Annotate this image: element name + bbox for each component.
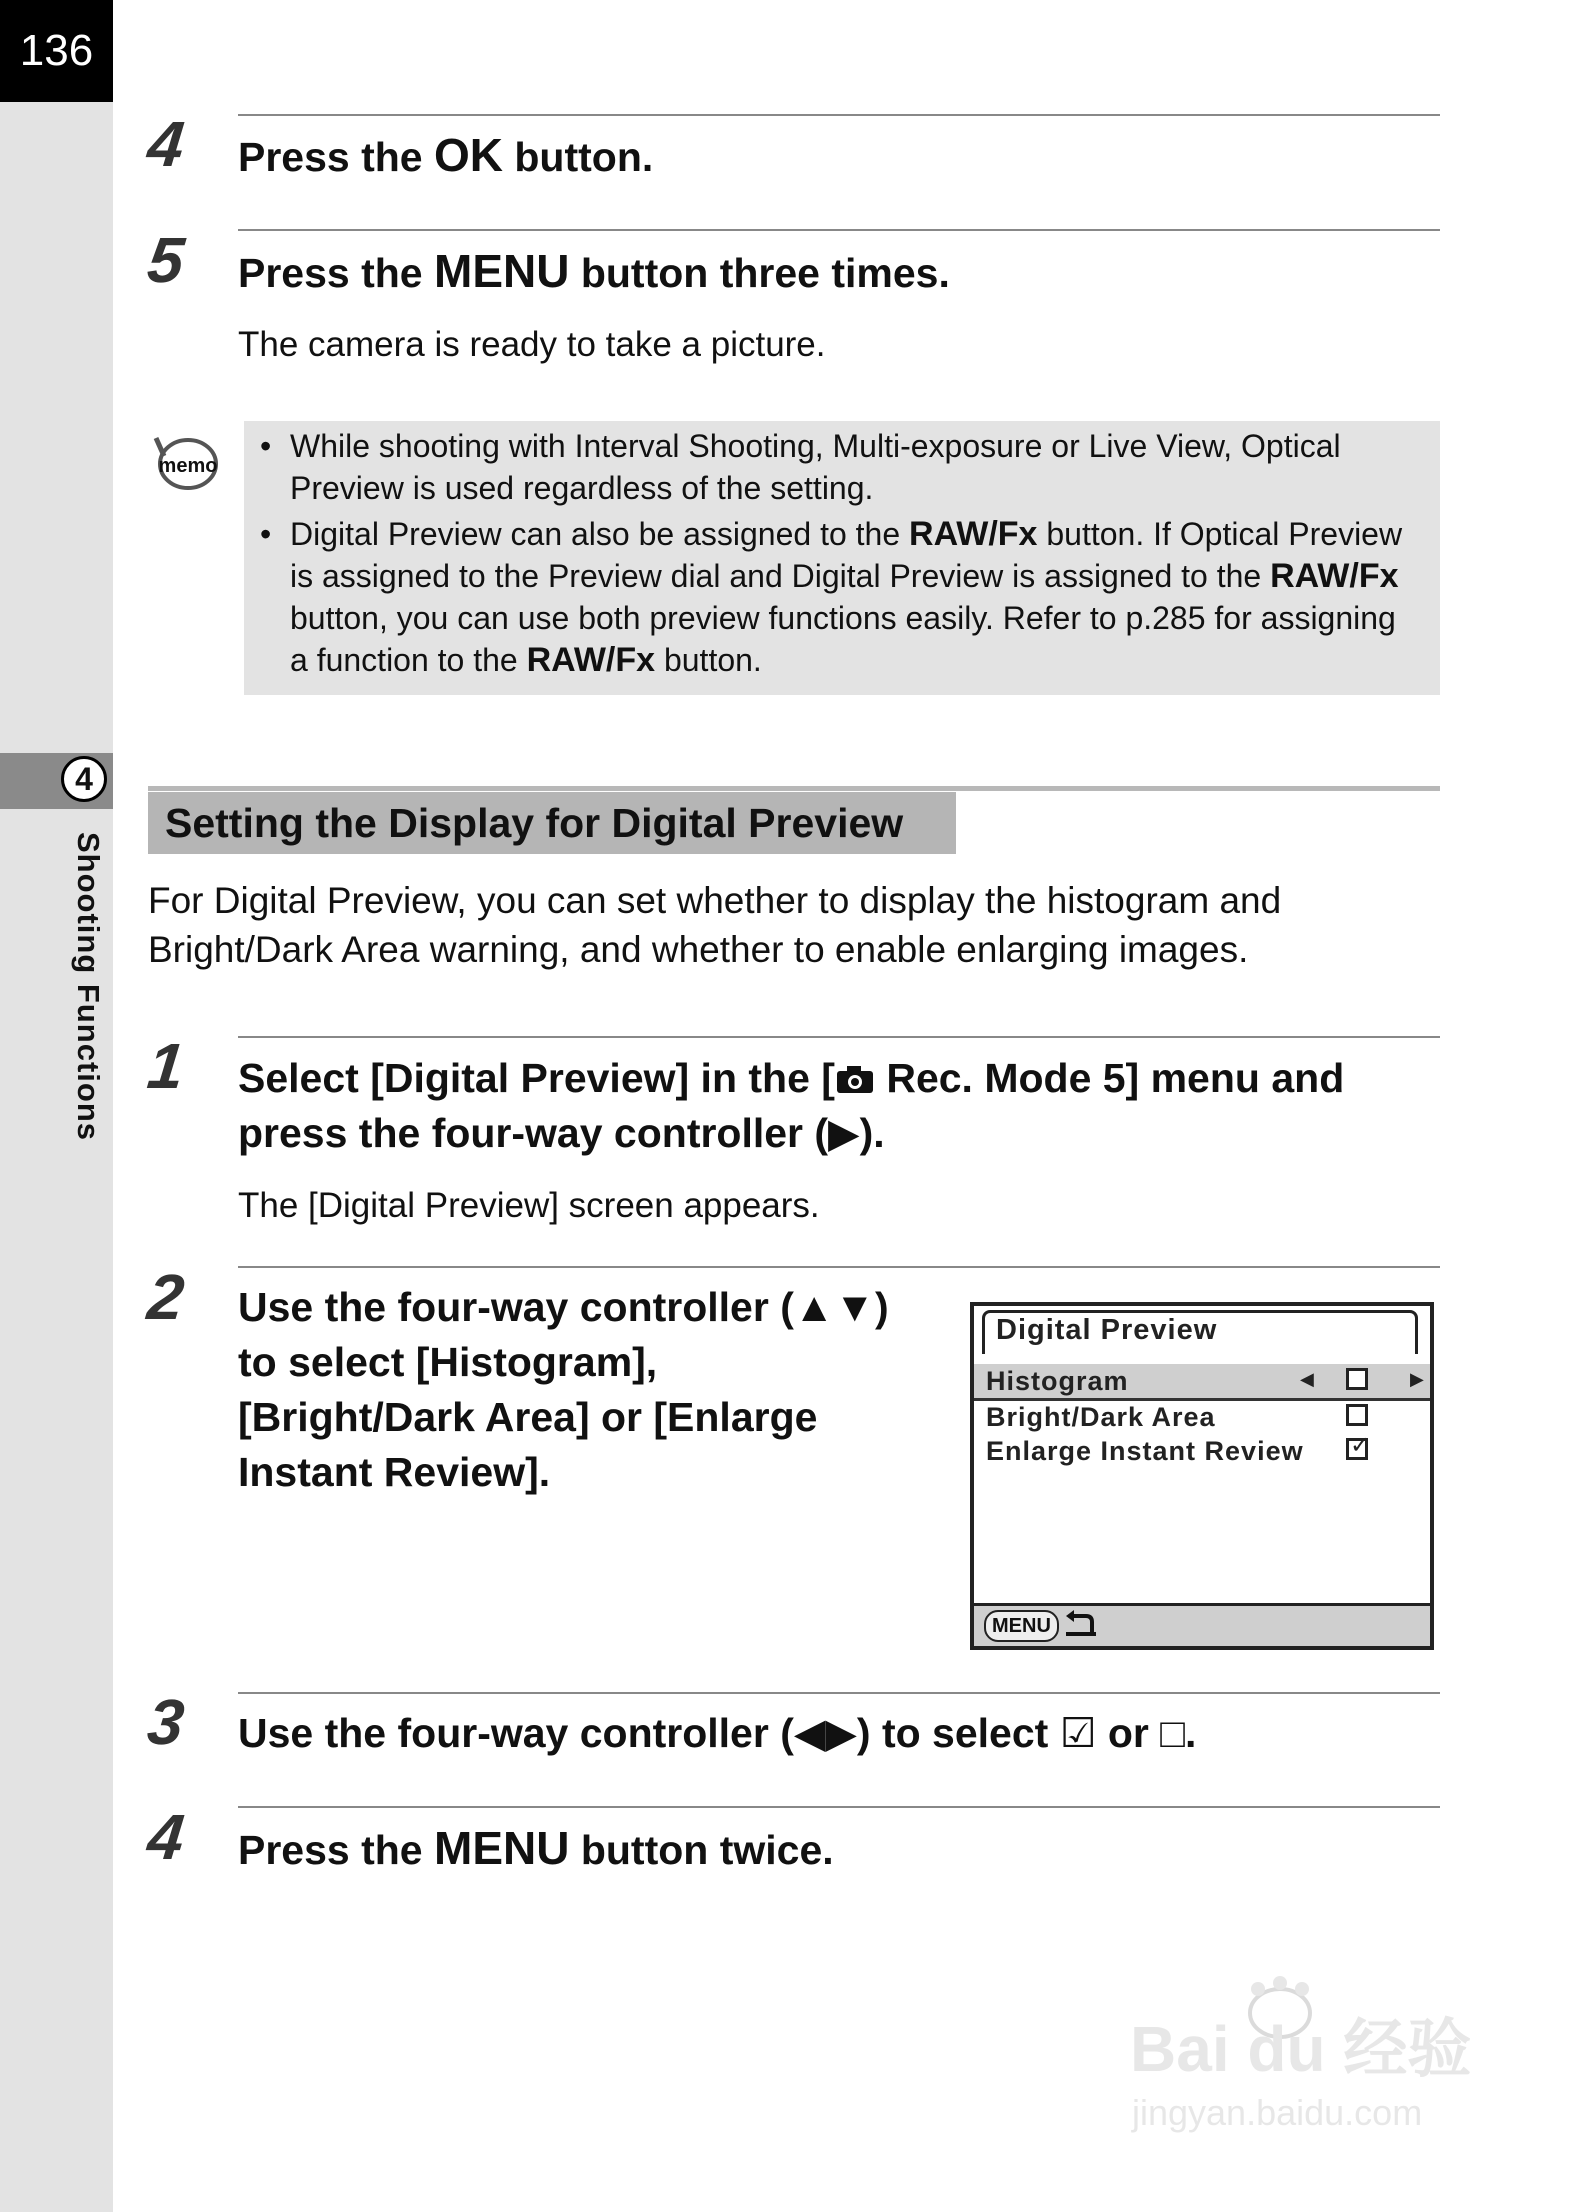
- chapter-number: 4: [61, 756, 107, 802]
- divider: [238, 1806, 1440, 1808]
- step-number: 5: [144, 224, 188, 296]
- raw-fx-key: RAW/Fx: [909, 515, 1038, 553]
- menu-key: MENU: [434, 1822, 570, 1874]
- step-instruction: Press the MENU button three times.: [238, 245, 950, 297]
- chapter-title: Shooting Functions: [71, 832, 106, 1142]
- camera-icon: [835, 1063, 875, 1095]
- step-instruction: Select [Digital Preview] in the [ Rec. Mode 5] menu and press the four-way controller (▶).: [238, 1055, 1345, 1156]
- divider: [238, 1692, 1440, 1694]
- divider: [238, 1266, 1440, 1268]
- step-number: 4: [144, 108, 188, 180]
- menu-button[interactable]: MENU: [984, 1610, 1059, 1642]
- step-number: 2: [144, 1261, 188, 1333]
- section-title: Setting the Display for Digital Preview: [165, 799, 904, 846]
- svg-text:Bai du 经验: Bai du 经验: [1130, 2013, 1472, 2085]
- ok-key: OK: [434, 129, 503, 181]
- section-intro: For Digital Preview, you can set whether to display the histogram and Bright/Dark Area warning, and whether to enable enlarging images.: [148, 880, 1282, 970]
- menu-key: MENU: [434, 245, 570, 297]
- checkbox-unchecked[interactable]: [1346, 1404, 1368, 1426]
- step-note: The [Digital Preview] screen appears.: [238, 1186, 820, 1225]
- step-number: 3: [144, 1686, 188, 1758]
- divider: [238, 114, 1440, 116]
- screen-title: Digital Preview: [996, 1314, 1218, 1346]
- step-number: 1: [144, 1030, 188, 1102]
- memo-icon: [152, 434, 218, 490]
- empty-box-icon: □: [1160, 1710, 1186, 1756]
- svg-text:memo: memo: [158, 455, 218, 477]
- screen-footer: [974, 1603, 1430, 1646]
- raw-fx-key: RAW/Fx: [526, 641, 656, 679]
- menu-row-histogram[interactable]: Histogram ◀ ▶: [974, 1364, 1430, 1401]
- digital-preview-screen: [970, 1302, 1434, 1650]
- step-instruction: Press the MENU button twice.: [238, 1822, 834, 1874]
- step-instruction: Use the four-way controller (◀▶) to select ☑ or □.: [238, 1710, 1197, 1756]
- page-number: 136: [0, 0, 113, 102]
- arrow-right-icon: ▶: [1410, 1369, 1425, 1389]
- memo-box: [244, 421, 1440, 695]
- step-instruction: Use the four-way controller (▲▼) to select [Histogram], [Bright/Dark Area] or [Enlarge Instant Review].: [238, 1284, 889, 1495]
- svg-text:jingyan.baidu.com: jingyan.baidu.com: [1132, 2092, 1423, 2133]
- menu-row-bright-dark-area[interactable]: Bright/Dark Area: [974, 1400, 1430, 1434]
- step-instruction: Press the OK button.: [238, 129, 654, 181]
- divider: [238, 229, 1440, 231]
- checked-box-icon: ☑: [1059, 1710, 1097, 1756]
- check-mark-icon: ✓: [1350, 1432, 1372, 1459]
- memo-item: • While shooting with Interval Shooting, Multi-exposure or Live View, Optical Preview is used regardless of the setting.: [260, 428, 1341, 506]
- section-rule: [148, 786, 1440, 791]
- step-number: 4: [144, 1801, 188, 1873]
- raw-fx-key: RAW/Fx: [1270, 557, 1399, 595]
- baidu-watermark: [1130, 1975, 1490, 2155]
- back-icon: [1062, 1608, 1102, 1640]
- arrow-left-icon: ◀: [1300, 1369, 1315, 1389]
- memo-item: • Digital Preview can also be assigned to the RAW/Fx button. If Optical Preview is assigned to the Preview dial and Digital Preview is assigned to the RAW/Fx button, you can use both preview functions easily. Refer to p.285 for assigning a function to the RAW/Fx button.: [260, 515, 1403, 679]
- divider: [238, 1036, 1440, 1038]
- checkbox-unchecked[interactable]: [1346, 1368, 1368, 1390]
- step-note: The camera is ready to take a picture.: [238, 325, 826, 364]
- menu-row-enlarge-instant-review[interactable]: Enlarge Instant Review ✓: [986, 1432, 1372, 1466]
- checkbox-checked[interactable]: [1346, 1432, 1372, 1460]
